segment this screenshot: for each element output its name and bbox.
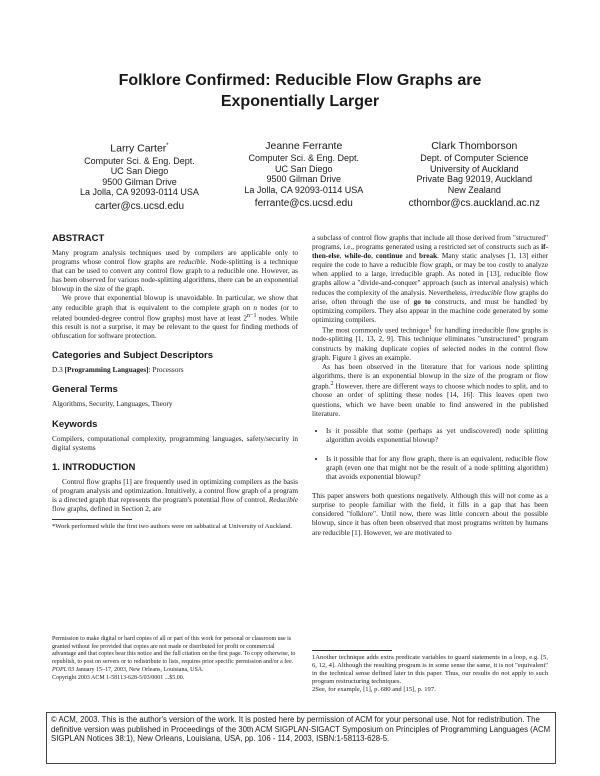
introduction-paragraph-1: Control flow graphs [1] are frequently used in optimizing compilers as the basis of program analysis and optimization. Intuitively, a control flow graph of a program is a directed graph that represents the program's potential flow of control. Reducible flow graphs, defined in Section 2, are xyxy=(52,476,298,514)
abstract-paragraph-1: Many program analysis techniques used by compilers are applicable only to programs whose control flow graphs are reducible. Node-splitting is a technique that can be used to convert any control flow graph to a reducible one. However, as has been observed for various node-splitting algorithms, there can be an exponential blowup in the size of the graph. xyxy=(52,248,298,294)
copyright-text: © ACM, 2003. This is the author's version of the work. It is posted here by permission of ACM for your personal use. Not for redistribution. The definitive version was published in Proceedings of the 30th ACM SIGPLAN-SIGACT Symposium on Principles of Programming Languages (ACM SIGPLAN Notices 38:1), New Orleans, Louisiana, USA, pp. 106 - 114, 2003, ISBN:1-58113-628-5. xyxy=(51,715,551,744)
categories-heading: Categories and Subject Descriptors xyxy=(52,350,214,362)
author-footnote-mark: * xyxy=(166,143,169,149)
author-2 xyxy=(244,140,363,214)
author-affiliation: 9500 Gilman Drive xyxy=(266,174,342,184)
intro-paragraph-2: The most commonly used technique$^1$ for handling irreducible flow graphs is node-splitting [1, 13, 2, 9]. This technique eliminates "unstructured" program constructs by making duplicate copies of selected nodes in the control flow graph. Figure 1 gives an example. xyxy=(312,324,548,362)
left-column xyxy=(52,233,298,531)
author-affiliation: New Zealand xyxy=(447,184,501,195)
question-list xyxy=(312,426,548,481)
author-affiliation: Private Bag 92019, Auckland xyxy=(416,174,533,184)
author-3 xyxy=(409,140,540,214)
author-name: Clark Thomborson xyxy=(431,140,518,152)
author-affiliation: UC San Diego xyxy=(110,166,169,176)
author-email[interactable]: ferrante@cs.ucsd.edu xyxy=(254,198,353,209)
footnote-rule xyxy=(52,519,132,520)
right-footnotes xyxy=(312,650,548,694)
keywords-heading: Keywords xyxy=(52,418,98,430)
author-affiliation: La Jolla, CA 92093-0114 USA xyxy=(80,187,199,197)
author-affiliation: Dept. of Computer Science xyxy=(420,153,529,163)
author-affiliation: Computer Sci. & Eng. Dept. xyxy=(248,153,360,163)
right-column xyxy=(312,233,548,537)
abstract-heading: ABSTRACT xyxy=(52,233,105,244)
author-name: Jeanne Ferrante xyxy=(265,140,343,152)
author-footnote: *Work performed while the first two authors were on sabbatical at University of Auckland. xyxy=(52,523,293,531)
list-item: • Is it possible that some (perhaps as yet undiscovered) node splitting algorithm avoids exponential blowup? xyxy=(326,426,548,444)
footnote-rule xyxy=(312,650,392,651)
author-1 xyxy=(80,140,199,214)
author-affiliation: Computer Sci. & Eng. Dept. xyxy=(84,155,195,166)
title-line-2: Exponentially Larger xyxy=(220,93,380,110)
general-terms-text: Algorithms, Security, Languages, Theory xyxy=(52,399,173,409)
acm-copyright-box xyxy=(46,712,556,764)
author-affiliation: University of Auckland xyxy=(430,163,519,174)
paper-title xyxy=(40,70,560,112)
author-name: Larry Carter* xyxy=(110,142,169,155)
intro-paragraph-3: As has been observed in the literature that for various node splitting algorithms, there is an exponential blowup in the size of the program or flow graph.$^2$ However, there are different ways to choose which nodes to split, and to choose an order of splitting these nodes [14, 16]. This leaves open two questions, which we have been unable to find answered in the published literature. xyxy=(312,361,548,418)
general-terms-heading: General Terms xyxy=(52,384,118,396)
author-email[interactable]: cthombor@cs.auckland.ac.nz xyxy=(408,198,540,209)
categories-text: D.3 [Programming Languages]: Processors xyxy=(52,365,184,375)
author-affiliation: UC San Diego xyxy=(275,163,333,174)
footnote-1: 1Another technique adds extra predicate variables to guard statements in a loop, e.g. [5, 6, 12, 4]. Although the resulting program is in some sense the same, it is not "equivalent" in the technical sense defined later in this paper. Thus, our results do not apply to such program restructuring techniques. xyxy=(312,654,548,685)
keywords-text: Compilers, computational complexity, programming languages, safety/security in digital systems xyxy=(52,433,298,452)
title-line-1: Folklore Confirmed: Reducible Flow Graphs are xyxy=(118,72,482,89)
author-affiliation: La Jolla, CA 92093-0114 USA xyxy=(244,184,364,195)
introduction-heading: 1. INTRODUCTION xyxy=(52,461,136,473)
footnote-2: 2See, for example, [1], p. 680 and [15], p. 197. xyxy=(312,686,436,693)
intro-paragraph-4: This paper answers both questions negatively. Although this will not come as a surprise to people familiar with the field, it fills in a gap that has been considered "folklore". Until now, there was little concern about the possible blowup, since it has often been observed that most programs written by humans are reducible [1]. However, we are motivated to xyxy=(312,491,548,537)
list-item: • Is it possible that for any flow graph, there is an equivalent, reducible flow graph (even one that might not be the result of a node splitting algorithm) that avoids exponential blowup? xyxy=(326,454,548,481)
permission-notice: Permission to make digital or hard copies of all or part of this work for personal or classroom use is granted without fee provided that copies are not made or distributed for profit or commercial advantage and that copies bear this notice and the full citation on the first page. To copy otherwise, to republish, to post on servers or to redistribute to lists, requires prior specific permission and/or a fee. POPL'03 January 15–17, 2003, New Orleans, Louisiana, USA. Copyright 2003 ACM 1-58113-628-5/03/0001 ...$5.00. xyxy=(52,636,296,681)
author-email[interactable]: carter@cs.ucsd.edu xyxy=(94,200,184,212)
author-block xyxy=(80,140,540,214)
author-affiliation: 9500 Gilman Drive xyxy=(102,176,177,187)
intro-paragraph-continued: a subclass of control flow graphs that include all those derived from "structured" programs, i.e., programs generated using a restricted set of constructs such as if-then-else, while-do, continue and break. Many static analyses [1, 13] either require the code to have a reducible flow graph, or may be too costly to analyze when applied to a large, irreducible graph. As noted in [13], reducible flow graphs allow a "divide-and-conquer" approach (such as interval analysis) which reduces the complexity of the analysis. Nevertheless, irreducible flow graphs do arise, often through the use of go to constructs, and must be handled by optimizing compilers. They also appear in the machine code generated by some optimizing compilers. xyxy=(312,233,548,324)
abstract-paragraph-2: We prove that exponential blowup is unavoidable. In particular, we show that any reducible graph that is equivalent to the complete graph on n nodes (or to related bounded-degree control flow graphs) must have at least $2^{n-1}$ nodes. While this result is not a surprise, it may be relevant to the quest for finding methods of obfuscation for software protection. xyxy=(52,293,298,341)
